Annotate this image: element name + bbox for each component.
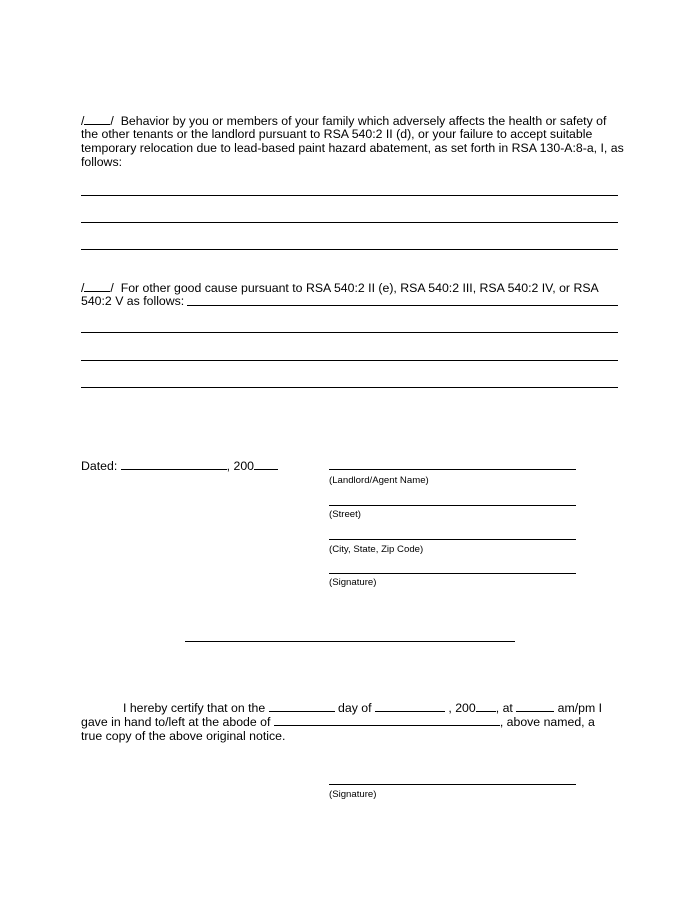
section-e-answer-line-2[interactable]	[81, 360, 618, 361]
section-e-line-2: 540:2 V as follows:	[81, 294, 185, 308]
section-e-text-1: For other good cause pursuant to RSA 540:2 II (e), RSA 540:2 III, RSA 540:2 IV, or RSA	[120, 281, 599, 295]
street-caption: (Street)	[329, 509, 361, 520]
cert-text-7: , above named, a	[499, 715, 595, 729]
cert-year-blank[interactable]	[476, 700, 496, 712]
cert-month-blank[interactable]	[375, 700, 445, 712]
section-d-line-2: the other tenants or the landlord pursuant to RSA 540:2 II (d), or your failure to accept suitable	[81, 127, 593, 141]
dated-row	[81, 458, 278, 473]
cert-text-2: day of	[338, 701, 372, 715]
section-d-answer-line-1[interactable]	[81, 195, 618, 196]
cert-text-1: I hereby certify that on the	[123, 701, 266, 715]
section-d-slash-close: /	[110, 114, 114, 128]
cert-text-5: am/pm I	[557, 701, 603, 715]
cert-signature-caption: (Signature)	[329, 789, 377, 800]
certification-line-3: true copy of the above original notice.	[81, 729, 286, 743]
street-line[interactable]	[329, 505, 576, 506]
section-e-answer-line-1[interactable]	[81, 332, 618, 333]
dated-label: Dated:	[81, 459, 118, 473]
cert-day-blank[interactable]	[269, 700, 335, 712]
landlord-name-line[interactable]	[329, 469, 576, 470]
section-d-slash-open: /	[81, 114, 85, 128]
signature-line[interactable]	[329, 573, 576, 574]
section-d-line-4: follows:	[81, 155, 123, 169]
dated-year-prefix: 200	[233, 459, 255, 473]
signature-caption: (Signature)	[329, 577, 377, 588]
section-d-line-3: temporary relocation due to lead-based paint hazard abatement, as set forth in RSA 130-A:8-a, I, as	[81, 141, 624, 155]
section-e-checkbox-blank[interactable]	[84, 280, 110, 292]
section-d-checkbox-blank[interactable]	[84, 113, 110, 125]
city-caption: (City, State, Zip Code)	[329, 544, 424, 555]
cert-text-4: , at	[495, 701, 513, 715]
section-d-text-1: Behavior by you or members of your family which adversely affects the health or safety of	[120, 114, 607, 128]
certification-line-2	[81, 714, 595, 729]
cert-time-blank[interactable]	[516, 700, 554, 712]
landlord-name-caption: (Landlord/Agent Name)	[329, 475, 429, 486]
section-e-answer-line-3[interactable]	[81, 387, 618, 388]
dated-comma: ,	[226, 459, 231, 473]
section-e-slash-open: /	[81, 281, 85, 295]
city-line[interactable]	[329, 539, 576, 540]
section-d-answer-line-2[interactable]	[81, 222, 618, 223]
cert-text-3: , 200	[448, 701, 476, 715]
section-e-slash-close: /	[110, 281, 114, 295]
cert-signature-line[interactable]	[329, 784, 576, 785]
section-d-answer-line-3[interactable]	[81, 249, 618, 250]
cert-recipient-blank[interactable]	[274, 714, 500, 726]
section-e-inline-answer-line[interactable]	[187, 305, 618, 306]
cert-text-6: gave in hand to/left at the abode of	[81, 715, 271, 729]
dated-year-blank[interactable]	[254, 458, 278, 470]
dated-date-blank[interactable]	[121, 458, 227, 470]
section-separator	[185, 641, 515, 642]
